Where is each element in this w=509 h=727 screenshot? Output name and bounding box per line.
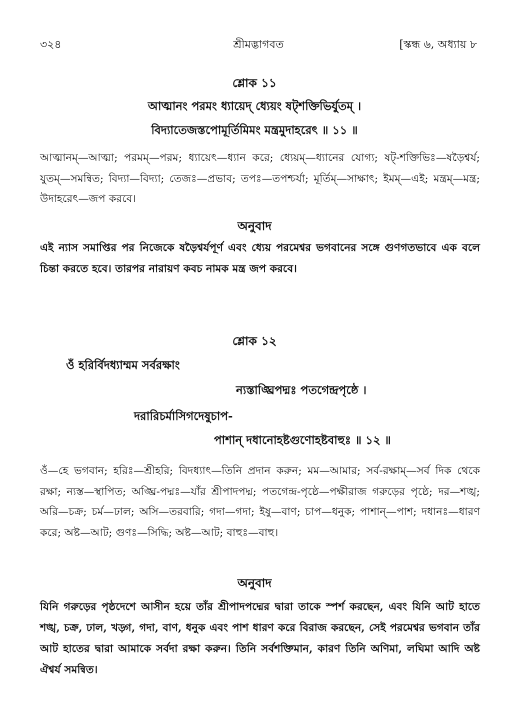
verse-11-translation-heading: অনুবাদ [237,219,272,233]
chapter-reference: [স্কন্ধ ৬, অধ্যায় ৮ [399,38,477,51]
running-header [40,36,477,52]
verse-11-line-2: বিদ্যাতেজস্তপোমূর্তিমিমং মন্ত্রমুদাহরেৎ ॥ ১১ ॥ [151,123,358,137]
verse-12-translation-heading: অনুবাদ [237,576,272,590]
verse-12-heading: শ্লোক ১২ [232,334,277,348]
verse-12-translation: যিনি গরুড়ের পৃষ্ঠদেশে আসীন হয়ে তাঁর শ্রীপাদপদ্মের দ্বারা তাকে স্পর্শ করছেন, এবং যিনি আট হাতে শঙ্খ, চক্র, ঢাল, খড়্গ, গদা, বাণ, ধনুক এবং পাশ ধারণ করে বিরাজ করছেন, সেই পরমেশ্বর ভগবান তাঁর আট হাতের দ্বারা আমাকে সর্বদা রক্ষা করুন। তিনি সর্বশক্তিমান, কারণ তিনি অণিমা, লঘিমা আদি অষ্ট ঐশ্বর্য সমন্বিত। [40,601,480,676]
verse-11-synonyms: আত্মানম্—আত্মা; পরমম্—পরম; ধ্যায়েৎ—ধ্যান করে; ধ্যেয়ম্—ধ্যানের যোগ্য; ষট্‌-শক্তিভিঃ—ষড়ৈশ্বর্য; যুতম্—সমন্বিত; বিদ্যা—বিদ্যা; তেজঃ—প্রভাব; তপঃ—তপশ্চর্যা; মূর্তিম্—সাক্ষাৎ; ইমম্—এই; মন্ত্রম্—মন্ত্র; উদাহরেৎ—জপ করবে। [40,152,480,205]
verse-11-translation: এই ন্যাস সমাপ্তির পর নিজেকে ষড়ৈশ্বর্যপূর্ণ এবং ধ্যেয় পরমেশ্বর ভগবানের সঙ্গে গুণগতভাবে এক বলে চিন্তা করতে হবে। তারপর নারায়ণ কবচ নামক মন্ত্র জপ করবে। [40,242,480,275]
verse-12-line-2: ন্যস্তাঙ্ঘ্রিপদ্মঃ পতগেন্দ্রপৃষ্ঠে । [236,383,367,397]
verse-12-line-4: পাশান্ দধানোহষ্টগুণোহষ্টবাহুঃ ॥ ১২ ॥ [214,433,391,447]
page-number: ৩২৪ [40,38,62,51]
verse-12-line-3: দরারিচর্মাসিগদেষুচাপ- [134,409,233,423]
verse-12-line-1: ওঁ হরির্বিদধ্যাম্মম সর্বরক্ষাং [66,358,180,372]
verse-11-heading: শ্লোক ১১ [232,76,277,90]
book-title: শ্রীমদ্ভাগবত [233,38,284,51]
verse-11-line-1: আত্মানং পরমং ধ্যায়েদ্ ধ্যেয়ং ষট্‌শক্তিভির্যুতম্ । [147,99,362,113]
verse-12-synonyms: ওঁ—হে ভগবান; হরিঃ—শ্রীহরি; বিদধ্যাৎ—তিনি প্রদান করুন; মম—আমার; সর্ব-রক্ষাম্—সর্ব দিক থেকে রক্ষা; ন্যস্ত—স্থাপিত; অঙ্ঘ্রি-পদ্মঃ—যাঁর শ্রীপাদপদ্ম; পতগেন্দ্র-পৃষ্ঠে—পক্ষীরাজ গরুড়ের পৃষ্ঠে; দর—শঙ্খ; অরি—চক্র; চর্ম—ঢাল; অসি—তরবারি; গদা—গদা; ইষু—বাণ; চাপ—ধনুক; পাশান্—পাশ; দধানঃ—ধারণ করে; অষ্ট—আট; গুণঃ—সিদ্ধি; অষ্ট—আট; বাহুঃ—বাহু। [40,465,480,539]
